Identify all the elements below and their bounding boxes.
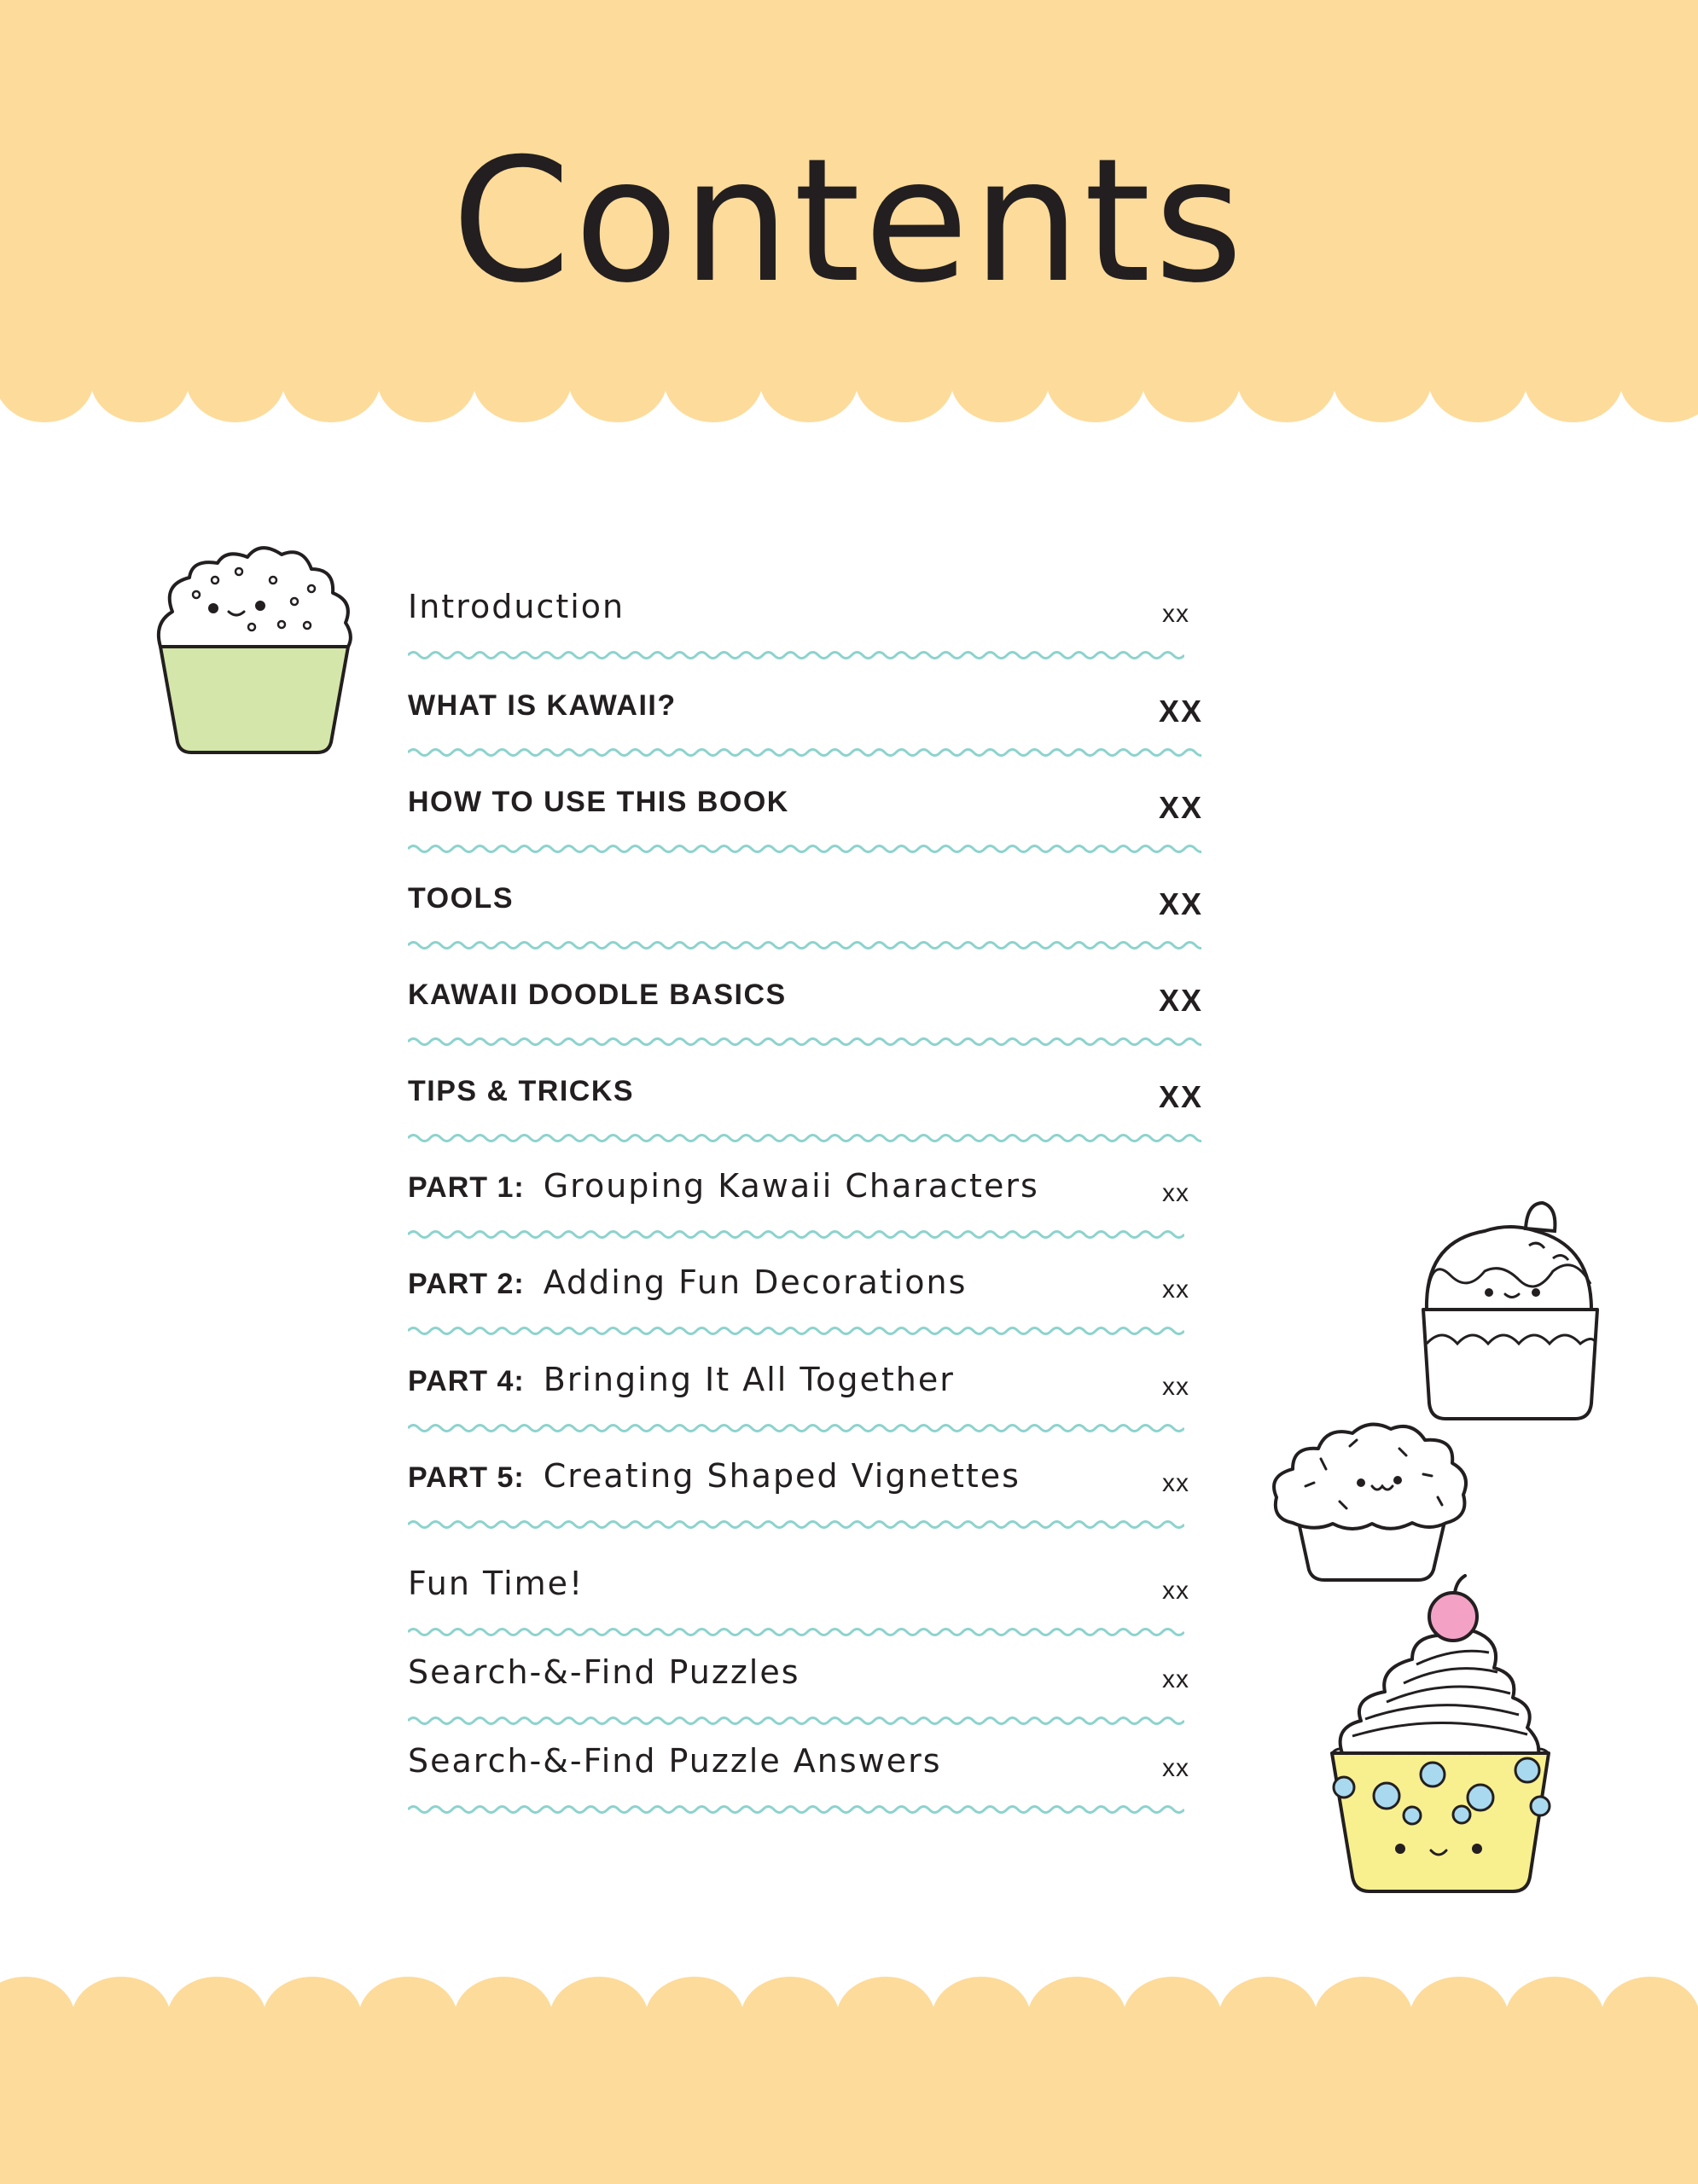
wavy-divider	[408, 1322, 1184, 1339]
toc-entry[interactable]	[408, 1061, 1203, 1130]
wavy-divider	[408, 840, 1201, 857]
scallop	[855, 337, 954, 422]
toc-entry-label	[408, 1066, 634, 1123]
scallop	[186, 337, 285, 422]
green-cupcake-icon	[154, 542, 358, 764]
toc-entry[interactable]	[408, 1555, 1203, 1623]
toc-entry-label	[408, 1450, 1021, 1509]
toc-entry-title: Introduction	[408, 588, 625, 625]
wavy-divider	[408, 1033, 1201, 1050]
toc-entry[interactable]	[408, 1448, 1203, 1516]
toc-entry-page-number: xx	[1162, 600, 1189, 628]
scallop	[282, 337, 381, 422]
toc-entry-title: WHAT IS KAWAII?	[408, 689, 677, 722]
toc-entry-label	[408, 581, 625, 640]
scallop	[358, 1977, 457, 2059]
toc-entry-page-number: xx	[1162, 1275, 1189, 1304]
scallop	[836, 1977, 935, 2059]
toc-entry-label	[408, 1558, 584, 1617]
scallop	[1524, 337, 1623, 422]
scallop	[1027, 1977, 1126, 2059]
toc-entry-label	[408, 1735, 942, 1794]
toc-entry[interactable]	[408, 1351, 1203, 1420]
toc-entry-page-number: xx	[1162, 1754, 1189, 1782]
toc-entry-page-number: xx	[1162, 1469, 1189, 1497]
toc-entry-title: Adding Fun Decorations	[543, 1263, 968, 1301]
scallop	[263, 1977, 362, 2059]
page-title: Contents	[451, 122, 1247, 321]
scallop	[72, 1977, 171, 2059]
wavy-divider	[408, 1130, 1201, 1147]
wavy-divider	[408, 1516, 1184, 1533]
toc-entry-page-number: XX	[1158, 1079, 1203, 1114]
scallop	[1142, 337, 1241, 422]
toc-entry-part-number: PART 1:	[408, 1171, 525, 1204]
toc-entry-title: Bringing It All Together	[543, 1361, 955, 1398]
toc-entry-title: KAWAII DOODLE BASICS	[408, 979, 787, 1011]
toc-entry-part-number: PART 2:	[408, 1268, 525, 1300]
toc-entry-label	[408, 680, 677, 737]
toc-entry-page-number: XX	[1158, 694, 1203, 729]
toc-entry[interactable]	[408, 1644, 1203, 1712]
scallop	[167, 1977, 266, 2059]
toc-entry-title: TOOLS	[408, 882, 514, 915]
toc-entry-title: Creating Shaped Vignettes	[543, 1457, 1021, 1495]
toc-entry-label	[408, 1354, 955, 1413]
toc-entry-page-number: xx	[1162, 1577, 1189, 1605]
wavy-divider	[408, 1712, 1184, 1729]
scallop	[1410, 1977, 1509, 2059]
toc-entry-title: Search-&-Find Puzzle Answers	[408, 1742, 942, 1780]
toc-entry-title: HOW TO USE THIS BOOK	[408, 786, 789, 818]
toc-entry[interactable]	[408, 1254, 1203, 1322]
toc-entry-label	[408, 1647, 800, 1705]
sprinkle-cupcake-icon	[1271, 1416, 1476, 1587]
scallop	[1123, 1977, 1222, 2059]
toc-entry-part-number: PART 4:	[408, 1365, 525, 1397]
scallop	[568, 337, 667, 422]
wavy-divider	[408, 1226, 1184, 1243]
scallop	[759, 337, 858, 422]
toc-entry-title: Fun Time!	[408, 1565, 584, 1602]
wavy-divider	[408, 647, 1184, 664]
scallop	[1601, 1977, 1698, 2059]
scallop	[951, 337, 1050, 422]
toc-entry-label	[408, 873, 514, 930]
toc-entry[interactable]	[408, 868, 1203, 937]
toc-entry[interactable]	[408, 1158, 1203, 1226]
toc-entry-label	[408, 1160, 1039, 1219]
toc-entry-title: TIPS & TRICKS	[408, 1075, 635, 1107]
wavy-divider	[408, 1420, 1184, 1437]
toc-entry-title: Grouping Kawaii Characters	[543, 1167, 1039, 1205]
scallop	[741, 1977, 840, 2059]
scallop	[1046, 337, 1145, 422]
toc-entry[interactable]	[408, 1733, 1203, 1801]
toc-entry-page-number: XX	[1158, 983, 1203, 1018]
scallop	[550, 1977, 648, 2059]
toc-entry-label	[408, 969, 787, 1026]
swirl-cherry-cupcake-icon	[1327, 1574, 1557, 1898]
scallop	[1428, 337, 1527, 422]
toc-entry-page-number: xx	[1162, 1179, 1189, 1207]
toc-entry-page-number: XX	[1158, 886, 1203, 921]
toc-entry-label	[408, 1257, 967, 1316]
footer-banner	[0, 1971, 1698, 2184]
scallop	[1218, 1977, 1317, 2059]
toc-entry-page-number: XX	[1158, 790, 1203, 825]
scallop	[1237, 337, 1336, 422]
wavy-divider	[408, 744, 1201, 761]
scallop	[473, 337, 572, 422]
scallop	[932, 1977, 1031, 2059]
wavy-divider	[408, 1801, 1184, 1818]
wavy-divider	[408, 1623, 1184, 1641]
toc-entry[interactable]	[408, 965, 1203, 1033]
scallop	[90, 337, 189, 422]
toc-entry-label	[408, 776, 789, 834]
scallop	[1333, 337, 1432, 422]
scallop	[1505, 1977, 1604, 2059]
wavy-divider	[408, 937, 1201, 954]
scallop	[454, 1977, 553, 2059]
toc-entry-page-number: xx	[1162, 1373, 1189, 1401]
scallop	[1314, 1977, 1413, 2059]
toc-entry[interactable]	[408, 676, 1203, 744]
toc-entry-page-number: xx	[1162, 1665, 1189, 1693]
toc-entry-title: Search-&-Find Puzzles	[408, 1653, 800, 1691]
toc-entry[interactable]	[408, 578, 1203, 647]
domed-cupcake-icon	[1416, 1199, 1604, 1429]
toc-entry-part-number: PART 5:	[408, 1461, 525, 1494]
scallop	[645, 1977, 744, 2059]
toc-entry[interactable]	[408, 772, 1203, 840]
scallop	[377, 337, 476, 422]
scallop	[664, 337, 763, 422]
